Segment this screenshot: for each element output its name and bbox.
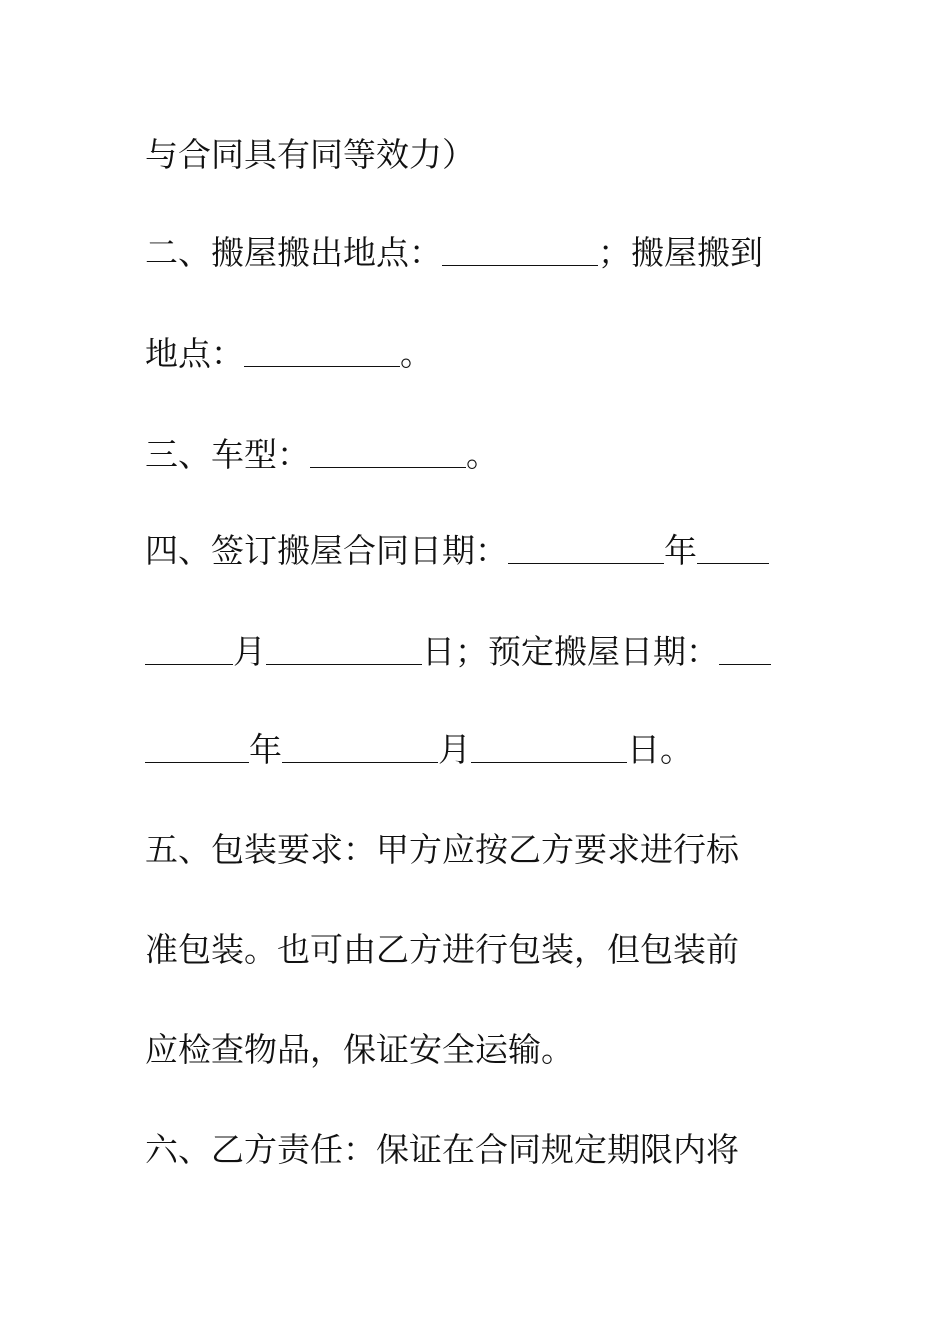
sign-month-blank-part1[interactable] <box>697 533 769 564</box>
text-segment: 地点： <box>145 334 244 373</box>
text-segment: 月 <box>233 632 266 671</box>
text-line-planned-date <box>145 730 693 770</box>
planned-day-blank[interactable] <box>471 732 627 763</box>
text-segment: 准包装。也可由乙方进行包装，但包装前 <box>145 930 739 969</box>
planned-year-blank-part1[interactable] <box>719 634 771 665</box>
text-line-packaging-3 <box>145 1030 574 1070</box>
text-segment: 年 <box>249 730 282 769</box>
text-line-packaging-1 <box>145 830 739 870</box>
text-segment: 四、签订搬屋合同日期： <box>145 531 508 570</box>
text-line-sign-date-continued <box>145 632 771 672</box>
text-segment: 月 <box>438 730 471 769</box>
text-segment: 年 <box>664 531 697 570</box>
text-line-move-from <box>145 233 763 273</box>
text-segment: 与合同具有同等效力） <box>145 135 475 174</box>
sign-month-blank-part2[interactable] <box>145 634 233 665</box>
text-segment: 。 <box>400 334 433 373</box>
text-segment: 。 <box>466 435 499 474</box>
text-line-effect-clause <box>145 135 475 175</box>
text-segment: 三、车型： <box>145 435 310 474</box>
text-segment: 六、乙方责任：保证在合同规定期限内将 <box>145 1130 739 1169</box>
sign-year-blank[interactable] <box>508 533 664 564</box>
text-line-vehicle-type <box>145 435 499 475</box>
planned-year-blank-part2[interactable] <box>145 732 249 763</box>
text-segment: 日；预定搬屋日期： <box>422 632 719 671</box>
planned-month-blank[interactable] <box>282 732 438 763</box>
text-line-move-to <box>145 334 433 374</box>
move-from-blank[interactable] <box>442 235 598 266</box>
text-line-packaging-2 <box>145 930 739 970</box>
text-line-sign-date <box>145 531 769 571</box>
move-to-blank[interactable] <box>244 336 400 367</box>
text-segment: 日。 <box>627 730 693 769</box>
text-segment: 五、包装要求：甲方应按乙方要求进行标 <box>145 830 739 869</box>
sign-day-blank[interactable] <box>266 634 422 665</box>
vehicle-type-blank[interactable] <box>310 437 466 468</box>
text-segment: 应检查物品，保证安全运输。 <box>145 1030 574 1069</box>
text-segment: ；搬屋搬到 <box>598 233 763 272</box>
text-line-party-b-duty <box>145 1130 739 1170</box>
text-segment: 二、搬屋搬出地点： <box>145 233 442 272</box>
